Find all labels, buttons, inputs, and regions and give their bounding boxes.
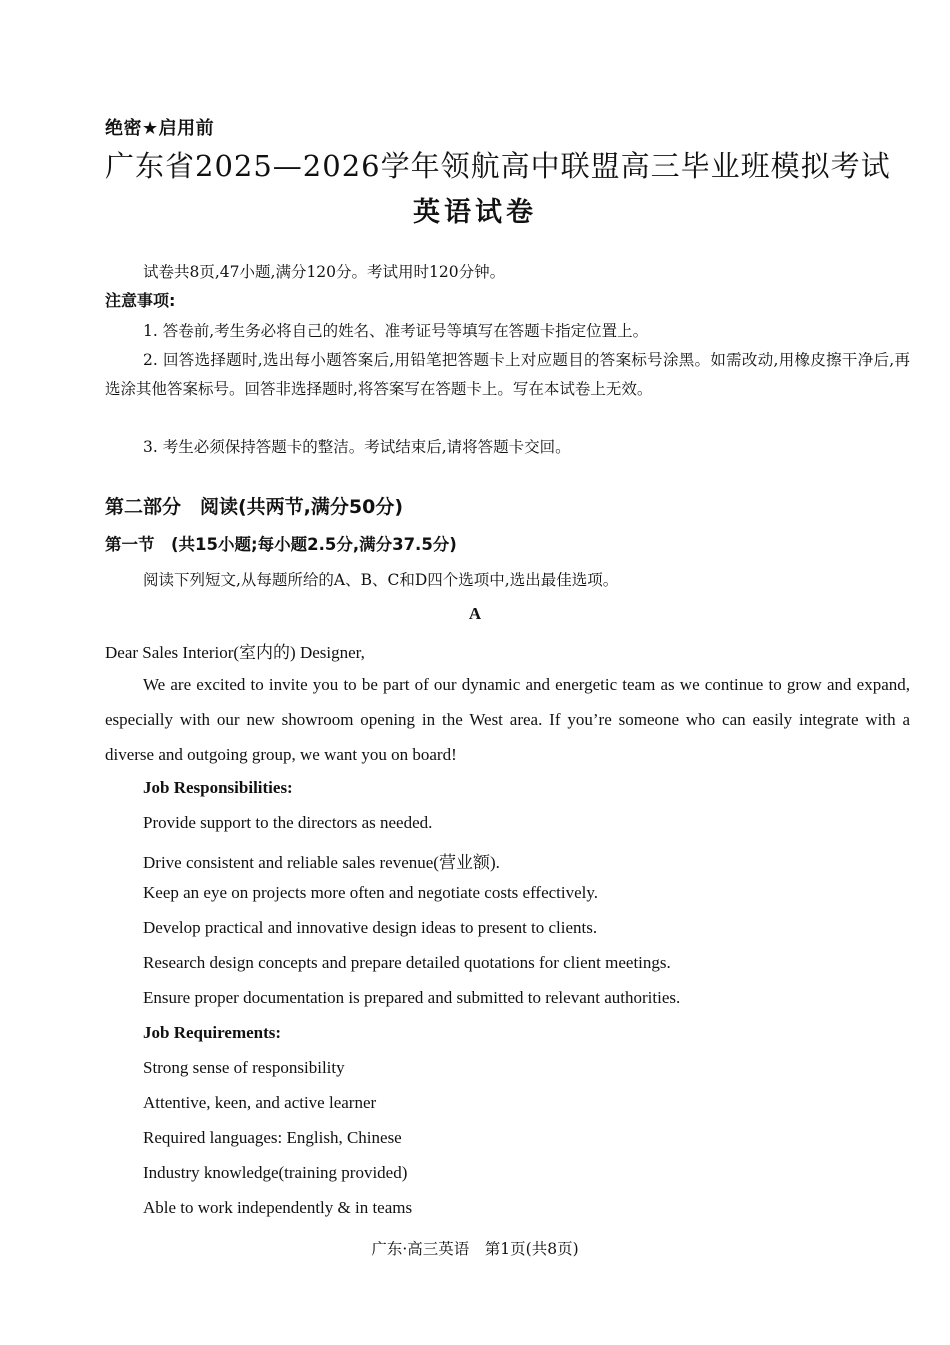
responsibility-item: Develop practical and innovative design ideas to present to clients. <box>143 918 598 937</box>
requirement-item: Strong sense of responsibility <box>143 1058 345 1077</box>
responsibilities-title: Job Responsibilities: <box>143 778 293 797</box>
notice-item-3: 3. 考生必须保持答题卡的整洁。考试结束后,请将答题卡交回。 <box>143 438 571 456</box>
letter-intro: We are excited to invite you to be part of our dynamic and energetic team as we continue to grow and expand, especially with our new showroom opening in the West area. If you’re someone who can easily integrate with a diverse and outgoing group, we want you on board! <box>105 675 910 764</box>
notice-item-1: 1. 答卷前,考生务必将自己的姓名、准考证号等填写在答题卡指定位置上。 <box>143 322 649 340</box>
reading-instruction: 阅读下列短文,从每题所给的A、B、C和D四个选项中,选出最佳选项。 <box>143 571 619 589</box>
section-title: 第一节 (共15小题;每小题2.5分,满分37.5分) <box>105 535 457 554</box>
passage-label: A <box>468 604 482 623</box>
requirement-item: Able to work independently & in teams <box>143 1198 413 1217</box>
responsibility-item: Provide support to the directors as needed. <box>143 813 433 832</box>
notice-title: 注意事项: <box>105 291 176 310</box>
part-title: 第二部分 阅读(共两节,满分50分) <box>105 496 404 518</box>
requirement-item: Industry knowledge(training provided) <box>143 1163 408 1182</box>
responsibility-item: Drive consistent and reliable sales revenue(营业额). <box>143 853 500 872</box>
letter-greeting: Dear Sales Interior(室内的) Designer, <box>105 643 365 662</box>
exam-title: 广东省2025—2026学年领航高中联盟高三毕业班模拟考试 <box>105 149 891 183</box>
requirement-item: Required languages: English, Chinese <box>143 1128 402 1147</box>
requirements-title: Job Requirements: <box>143 1023 282 1042</box>
requirement-item: Attentive, keen, and active learner <box>143 1093 377 1112</box>
confidential-label: 绝密★启用前 <box>105 118 215 139</box>
responsibility-item: Ensure proper documentation is prepared and submitted to relevant authorities. <box>143 988 681 1007</box>
responsibility-item: Keep an eye on projects more often and negotiate costs effectively. <box>143 883 599 902</box>
exam-subtitle: 英语试卷 <box>413 197 537 228</box>
page-footer: 广东·高三英语 第1页(共8页) <box>371 1240 579 1258</box>
notice-item-2: 2. 回答选择题时,选出每小题答案后,用铅笔把答题卡上对应题目的答案标号涂黑。如需改动,用橡皮擦干净后,再选涂其他答案标号。回答非选择题时,将答案写在答题卡上。写在本试卷上无效。 <box>105 351 910 398</box>
exam-summary: 试卷共8页,47小题,满分120分。考试用时120分钟。 <box>143 263 506 281</box>
responsibility-item: Research design concepts and prepare detailed quotations for client meetings. <box>143 953 671 972</box>
